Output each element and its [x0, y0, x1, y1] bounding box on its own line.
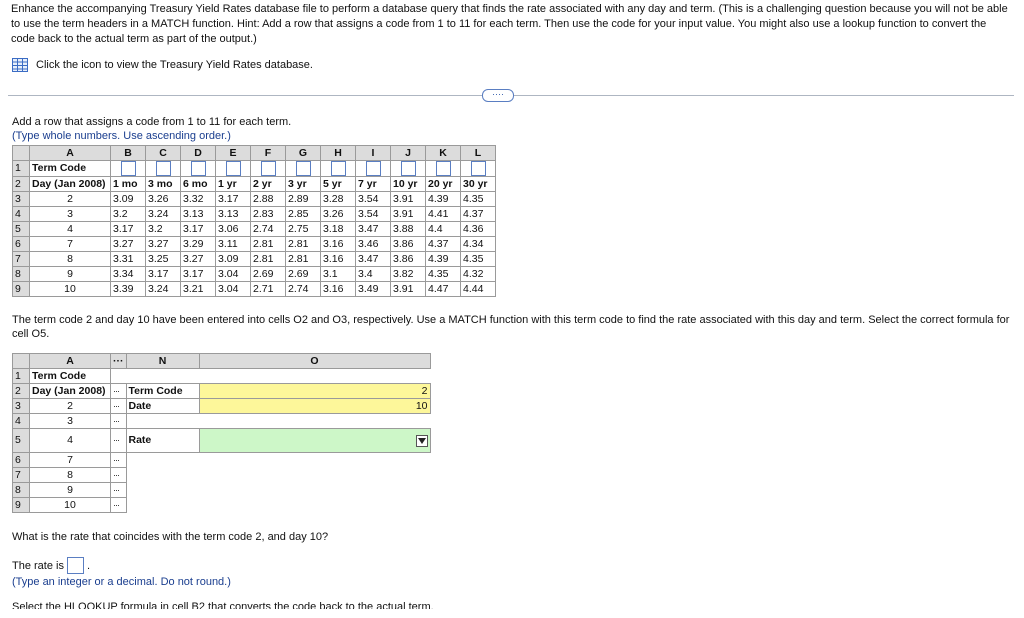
- a-cell: 2: [30, 399, 111, 414]
- term-code-input[interactable]: [121, 161, 136, 176]
- term-header-row: [13, 177, 496, 192]
- data-row: [13, 267, 496, 282]
- rate-cell: 3.1: [321, 267, 356, 282]
- corner-cell: [13, 146, 30, 161]
- rate-cell: 3.18: [321, 222, 356, 237]
- data-row: [13, 222, 496, 237]
- day-cell: 9: [30, 267, 111, 282]
- rate-cell: 2.83: [251, 207, 286, 222]
- rate-cell: 2.69: [286, 267, 321, 282]
- row-number: 6: [13, 237, 30, 252]
- day-cell: 8: [30, 252, 111, 267]
- query-row: [13, 399, 431, 414]
- row-number: 8: [13, 267, 30, 282]
- rate-cell: 3.11: [216, 237, 251, 252]
- ellipsis-cell: ···: [111, 498, 127, 513]
- task2-prompt: The term code 2 and day 10 have been entered into cells O2 and O3, respectively. Use a MATCH function with this term code to find the rate associated with this day and term. Select the correct formula for cell O5.: [12, 314, 1010, 340]
- col-header: K: [426, 146, 461, 161]
- query-row: [13, 483, 431, 498]
- question-text: What is the rate that coincides with the term code 2, and day 10?: [12, 531, 329, 543]
- corner-cell: [13, 354, 30, 369]
- header-cell: 5 yr: [321, 177, 356, 192]
- col-header: F: [251, 146, 286, 161]
- rate-cell: 3.47: [356, 252, 391, 267]
- ellipsis-cell: ···: [111, 384, 127, 399]
- ellipsis-cell: ···: [111, 414, 127, 429]
- rate-cell: 3.86: [391, 237, 426, 252]
- rate-cell: 3.31: [111, 252, 146, 267]
- rate-cell: 3.39: [111, 282, 146, 297]
- column-header-row: [13, 354, 431, 369]
- row-number: 2: [13, 384, 30, 399]
- rate-cell: 3.2: [111, 207, 146, 222]
- ellipsis-cell: ···: [111, 468, 127, 483]
- intro-text: Enhance the accompanying Treasury Yield Rates database file to perform a database query that finds the rate associated with any day and term. (This is a challenging question because you will not be able to use the term headers in a MATCH function. Hint: Add a row that assigns a code from 1 to 11 for each term. Then use the code for your input value. You might also use a lookup function to convert the code back to the actual term as part of the output.): [11, 3, 1008, 45]
- term-code-input[interactable]: [296, 161, 311, 176]
- answer-line: [12, 557, 90, 574]
- rate-cell: 3.16: [321, 252, 356, 267]
- rate-cell: 4.35: [461, 252, 496, 267]
- rate-cell: 4.37: [426, 237, 461, 252]
- cutoff-text: Select the HLOOKUP formula in cell B2 that converts the code back to the actual term.: [12, 601, 434, 609]
- col-header: G: [286, 146, 321, 161]
- rate-cell: 3.91: [391, 207, 426, 222]
- day-cell: 2: [30, 192, 111, 207]
- rate-cell: 3.91: [391, 192, 426, 207]
- term-code-input[interactable]: [436, 161, 451, 176]
- query-row: [13, 414, 431, 429]
- rate-cell: 2.81: [286, 237, 321, 252]
- term-code-input[interactable]: [156, 161, 171, 176]
- row-number: 4: [13, 414, 30, 429]
- rate-cell: 3.21: [181, 282, 216, 297]
- rate-cell: 4.41: [426, 207, 461, 222]
- rate-cell: 3.4: [356, 267, 391, 282]
- more-button[interactable]: ····: [482, 89, 514, 102]
- day-cell: 7: [30, 237, 111, 252]
- term-code-label: Term Code: [126, 384, 199, 399]
- rate-cell: 2.74: [251, 222, 286, 237]
- header-cell: 3 yr: [286, 177, 321, 192]
- col-header: J: [391, 146, 426, 161]
- rate-cell: 2.88: [251, 192, 286, 207]
- header-cell: 7 yr: [356, 177, 391, 192]
- rate-cell: 3.09: [111, 192, 146, 207]
- term-code-label: Term Code: [30, 161, 111, 177]
- data-row: [13, 282, 496, 297]
- rate-cell: 2.81: [251, 237, 286, 252]
- rate-cell: 3.27: [146, 237, 181, 252]
- rate-cell: 3.46: [356, 237, 391, 252]
- rate-formula-select[interactable]: [199, 429, 430, 453]
- header-cell: 1 mo: [111, 177, 146, 192]
- empty-cell: [126, 483, 430, 498]
- rate-cell: 3.04: [216, 267, 251, 282]
- ellipsis-cell: ···: [111, 429, 127, 453]
- day-cell: 3: [30, 207, 111, 222]
- query-row: [13, 468, 431, 483]
- rate-cell: 2.89: [286, 192, 321, 207]
- term-code-input[interactable]: [191, 161, 206, 176]
- rate-label: Rate: [126, 429, 199, 453]
- rate-cell: 3.34: [111, 267, 146, 282]
- column-header-row: [13, 146, 496, 161]
- row-number: 2: [13, 177, 30, 192]
- database-link[interactable]: [12, 58, 313, 72]
- rate-cell: 2.71: [251, 282, 286, 297]
- row-number: 9: [13, 498, 30, 513]
- query-row: [13, 369, 431, 384]
- code-input-cell: [111, 161, 146, 177]
- empty-cell: [111, 369, 431, 384]
- rate-cell: 4.44: [461, 282, 496, 297]
- rate-cell: 3.17: [181, 222, 216, 237]
- row-number: 7: [13, 252, 30, 267]
- rate-cell: 3.26: [146, 192, 181, 207]
- rate-cell: 3.26: [321, 207, 356, 222]
- rate-cell: 3.09: [216, 252, 251, 267]
- col-header: ···: [111, 354, 127, 369]
- term-code-input[interactable]: [471, 161, 486, 176]
- header-cell: 30 yr: [461, 177, 496, 192]
- code-input-cell: [251, 161, 286, 177]
- rate-cell: 3.17: [216, 192, 251, 207]
- spreadsheet-icon[interactable]: [12, 58, 28, 72]
- col-header: O: [199, 354, 430, 369]
- rate-cell: 3.24: [146, 207, 181, 222]
- rate-cell: 3.17: [181, 267, 216, 282]
- header-cell: Day (Jan 2008): [30, 177, 111, 192]
- rate-cell: 4.36: [461, 222, 496, 237]
- rate-cell: 3.49: [356, 282, 391, 297]
- code-input-cell: [146, 161, 181, 177]
- empty-cell: [126, 414, 430, 429]
- header-cell: 6 mo: [181, 177, 216, 192]
- code-input-cell: [321, 161, 356, 177]
- rate-cell: 3.16: [321, 282, 356, 297]
- date-label: Date: [126, 399, 199, 414]
- term-code-input[interactable]: [226, 161, 241, 176]
- rate-cell: 3.24: [146, 282, 181, 297]
- rate-cell: 3.25: [146, 252, 181, 267]
- row-number: 5: [13, 429, 30, 453]
- rate-cell: 2.81: [251, 252, 286, 267]
- rate-cell: 4.32: [461, 267, 496, 282]
- rate-cell: 3.06: [216, 222, 251, 237]
- col-header: L: [461, 146, 496, 161]
- dropdown-arrow-icon[interactable]: [416, 435, 428, 447]
- date-value: 10: [199, 399, 430, 414]
- day-cell: 4: [30, 222, 111, 237]
- rate-cell: 3.16: [321, 237, 356, 252]
- a-cell: 9: [30, 483, 111, 498]
- rate-cell: 4.35: [426, 267, 461, 282]
- col-header: A: [30, 146, 111, 161]
- rate-answer-input[interactable]: [67, 557, 84, 574]
- code-input-cell: [391, 161, 426, 177]
- col-header: A: [30, 354, 111, 369]
- query-row: [13, 384, 431, 399]
- rate-cell: 4.47: [426, 282, 461, 297]
- a-cell: 7: [30, 453, 111, 468]
- term-code-value: 2: [199, 384, 430, 399]
- rate-cell: 2.69: [251, 267, 286, 282]
- row-number: 7: [13, 468, 30, 483]
- row-number: 8: [13, 483, 30, 498]
- term-code-row: [13, 161, 496, 177]
- answer-suffix: .: [86, 559, 91, 572]
- header-cell: 2 yr: [251, 177, 286, 192]
- term-code-input[interactable]: [401, 161, 416, 176]
- yield-sheet: [12, 145, 496, 297]
- query-row: [13, 453, 431, 468]
- term-code-input[interactable]: [331, 161, 346, 176]
- row-number: 3: [13, 192, 30, 207]
- term-code-input[interactable]: [366, 161, 381, 176]
- rate-cell: 2.85: [286, 207, 321, 222]
- rate-cell: 3.32: [181, 192, 216, 207]
- query-row: [13, 498, 431, 513]
- a-cell: 10: [30, 498, 111, 513]
- a-cell: 8: [30, 468, 111, 483]
- header-cell: 10 yr: [391, 177, 426, 192]
- a-cell: 4: [30, 429, 111, 453]
- task1-hint: (Type whole numbers. Use ascending order.): [12, 130, 231, 142]
- row-number: 4: [13, 207, 30, 222]
- day-cell: 10: [30, 282, 111, 297]
- code-input-cell: [216, 161, 251, 177]
- a-cell: 3: [30, 414, 111, 429]
- col-header: C: [146, 146, 181, 161]
- rate-cell: 3.91: [391, 282, 426, 297]
- rate-cell: 3.88: [391, 222, 426, 237]
- row-number: 6: [13, 453, 30, 468]
- data-row: [13, 252, 496, 267]
- rate-cell: 4.34: [461, 237, 496, 252]
- rate-cell: 2.75: [286, 222, 321, 237]
- rate-cell: 3.2: [146, 222, 181, 237]
- rate-cell: 4.35: [461, 192, 496, 207]
- ellipsis-cell: ···: [111, 399, 127, 414]
- row-number: 9: [13, 282, 30, 297]
- row-number: 3: [13, 399, 30, 414]
- col-header: H: [321, 146, 356, 161]
- data-row: [13, 237, 496, 252]
- rate-cell: 3.17: [146, 267, 181, 282]
- rate-cell: 3.82: [391, 267, 426, 282]
- data-row: [13, 192, 496, 207]
- data-row: [13, 207, 496, 222]
- ellipsis-cell: ···: [111, 453, 127, 468]
- rate-cell: 3.54: [356, 192, 391, 207]
- rate-cell: 4.39: [426, 252, 461, 267]
- rate-cell: 3.86: [391, 252, 426, 267]
- header-cell: 20 yr: [426, 177, 461, 192]
- code-input-cell: [426, 161, 461, 177]
- col-header: E: [216, 146, 251, 161]
- answer-prefix: The rate is: [12, 559, 64, 572]
- row-number: 1: [13, 369, 30, 384]
- rate-cell: 3.13: [216, 207, 251, 222]
- rate-cell: 4.4: [426, 222, 461, 237]
- col-header: N: [126, 354, 199, 369]
- rate-cell: 3.17: [111, 222, 146, 237]
- rate-cell: 2.74: [286, 282, 321, 297]
- row-number: 5: [13, 222, 30, 237]
- rate-cell: 3.47: [356, 222, 391, 237]
- code-input-cell: [181, 161, 216, 177]
- task1-prompt: Add a row that assigns a code from 1 to 11 for each term.: [12, 116, 292, 128]
- header-cell: 1 yr: [216, 177, 251, 192]
- rate-cell: 3.13: [181, 207, 216, 222]
- query-row: [13, 429, 431, 453]
- answer-hint: (Type an integer or a decimal. Do not round.): [12, 576, 231, 588]
- rate-cell: 3.04: [216, 282, 251, 297]
- a-cell: Term Code: [30, 369, 111, 384]
- rate-cell: 4.37: [461, 207, 496, 222]
- row-number: 1: [13, 161, 30, 177]
- rate-cell: 3.27: [181, 252, 216, 267]
- code-input-cell: [286, 161, 321, 177]
- rate-cell: 3.29: [181, 237, 216, 252]
- ellipsis-cell: ···: [111, 483, 127, 498]
- database-link-label[interactable]: Click the icon to view the Treasury Yield Rates database.: [36, 59, 313, 71]
- empty-cell: [126, 468, 430, 483]
- rate-cell: 4.39: [426, 192, 461, 207]
- empty-cell: [126, 453, 430, 468]
- term-code-input[interactable]: [261, 161, 276, 176]
- header-cell: 3 mo: [146, 177, 181, 192]
- col-header: B: [111, 146, 146, 161]
- a-cell: Day (Jan 2008): [30, 384, 111, 399]
- code-input-cell: [461, 161, 496, 177]
- rate-cell: 3.54: [356, 207, 391, 222]
- query-sheet: [12, 353, 431, 513]
- col-header: I: [356, 146, 391, 161]
- col-header: D: [181, 146, 216, 161]
- empty-cell: [126, 498, 430, 513]
- rate-cell: 3.28: [321, 192, 356, 207]
- rate-cell: 3.27: [111, 237, 146, 252]
- code-input-cell: [356, 161, 391, 177]
- rate-cell: 2.81: [286, 252, 321, 267]
